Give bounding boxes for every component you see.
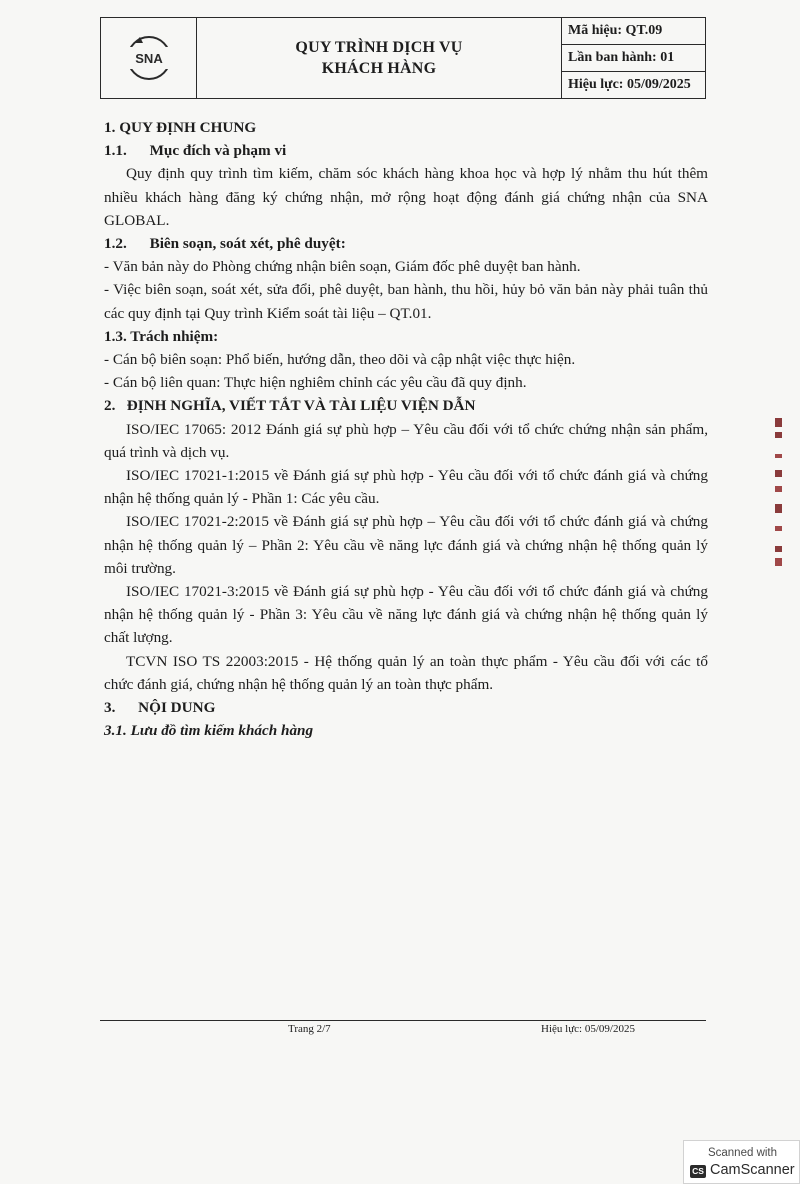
reference-2: ISO/IEC 17021-1:2015 về Đánh giá sự phù hợp - Yêu cầu đối với tổ chức đánh giá và chứng nhận hệ thống quản lý - Phần 1: Các yêu cầu. (104, 467, 708, 508)
camscanner-icon: CS (690, 1165, 706, 1178)
logo-text: SNA (134, 51, 163, 66)
section-3-1-heading: 3.1. Lưu đồ tìm kiếm khách hàng (104, 722, 314, 740)
section-1-3-item-2: - Cán bộ liên quan: Thực hiện nghiêm chỉnh các yêu cầu đã quy định. (104, 374, 527, 392)
section-1-2-heading: 1.2. Biên soạn, soát xét, phê duyệt: (104, 235, 346, 253)
title-line-2: KHÁCH HÀNG (321, 60, 437, 77)
reference-5: TCVN ISO TS 22003:2015 - Hệ thống quản lý an toàn thực phẩm - Yêu cầu đối với các tổ chức đánh giá, chứng nhận hệ thống quản lý an toàn thực phẩm. (104, 652, 708, 693)
camscanner-brand: CamScanner (710, 1162, 795, 1178)
section-1-3-heading: 1.3. Trách nhiệm: (104, 327, 219, 345)
issue-number: Lần ban hành: 01 (562, 44, 705, 71)
document-code: Mã hiệu: QT.09 (568, 23, 663, 38)
title-line-1: QUY TRÌNH DỊCH VỤ (295, 39, 463, 56)
camscanner-watermark (683, 1140, 800, 1184)
section-1-1-text: Quy định quy trình tìm kiếm, chăm sóc khách hàng khoa học và hợp lý nhằm thu hút thêm nhiều khách hàng đăng ký chứng nhận, mở rộng hoạt động đánh giá chứng nhận của SNA GLOBAL. (104, 165, 708, 229)
section-1-2-item-2: - Việc biên soạn, soát xét, sửa đổi, phê duyệt, ban hành, thu hồi, hủy bỏ văn bản này phải tuân thủ các quy định tại Quy trình Kiểm soát tài liệu – QT.01. (104, 281, 708, 322)
section-1-2-item-1: - Văn bản này do Phòng chứng nhận biên soạn, Giám đốc phê duyệt ban hành. (104, 258, 581, 276)
section-1-1-heading: 1.1. Mục đích và phạm vi (104, 142, 287, 160)
sna-logo-icon (118, 29, 180, 87)
reference-1: ISO/IEC 17065: 2012 Đánh giá sự phù hợp – Yêu cầu đối với tổ chức chứng nhận sản phẩm, quá trình và dịch vụ. (104, 420, 708, 461)
document-body (104, 116, 708, 742)
document-header-table (100, 17, 706, 99)
reference-4: ISO/IEC 17021-3:2015 về Đánh giá sự phù hợp - Yêu cầu đối với tổ chức đánh giá và chứng nhận hệ thống quản lý - Phần 3: Yêu cầu về năng lực đánh giá và chứng nhận hệ thống quản lý chất lượng. (104, 583, 708, 647)
section-3-heading: 3. NỘI DUNG (104, 699, 216, 717)
section-1-heading: 1. QUY ĐỊNH CHUNG (104, 119, 257, 136)
reference-3: ISO/IEC 17021-2:2015 về Đánh giá sự phù hợp – Yêu cầu đối với tổ chức đánh giá và chứng nhận hệ thống quản lý – Phần 2: Yêu cầu về năng lực đánh giá và chứng nhận hệ thống quản lý môi trường. (104, 513, 708, 577)
logo-cell (101, 18, 197, 98)
section-2-heading: 2. ĐỊNH NGHĨA, VIẾT TẮT VÀ TÀI LIỆU VIỆN DẪN (104, 397, 476, 415)
document-meta (561, 18, 705, 98)
scanned-with-label: Scanned with (707, 1147, 778, 1159)
page-number: Trang 2/7 (288, 1023, 331, 1035)
footer-effective-date: Hiệu lực: 05/09/2025 (541, 1023, 635, 1035)
page-edge-stamp-marks (774, 418, 784, 568)
document-title (197, 18, 561, 98)
section-1-3-item-1: - Cán bộ biên soạn: Phổ biến, hướng dẫn, theo dõi và cập nhật việc thực hiện. (104, 351, 576, 369)
footer-divider (100, 1020, 706, 1021)
effective-date: Hiệu lực: 05/09/2025 (562, 71, 705, 98)
